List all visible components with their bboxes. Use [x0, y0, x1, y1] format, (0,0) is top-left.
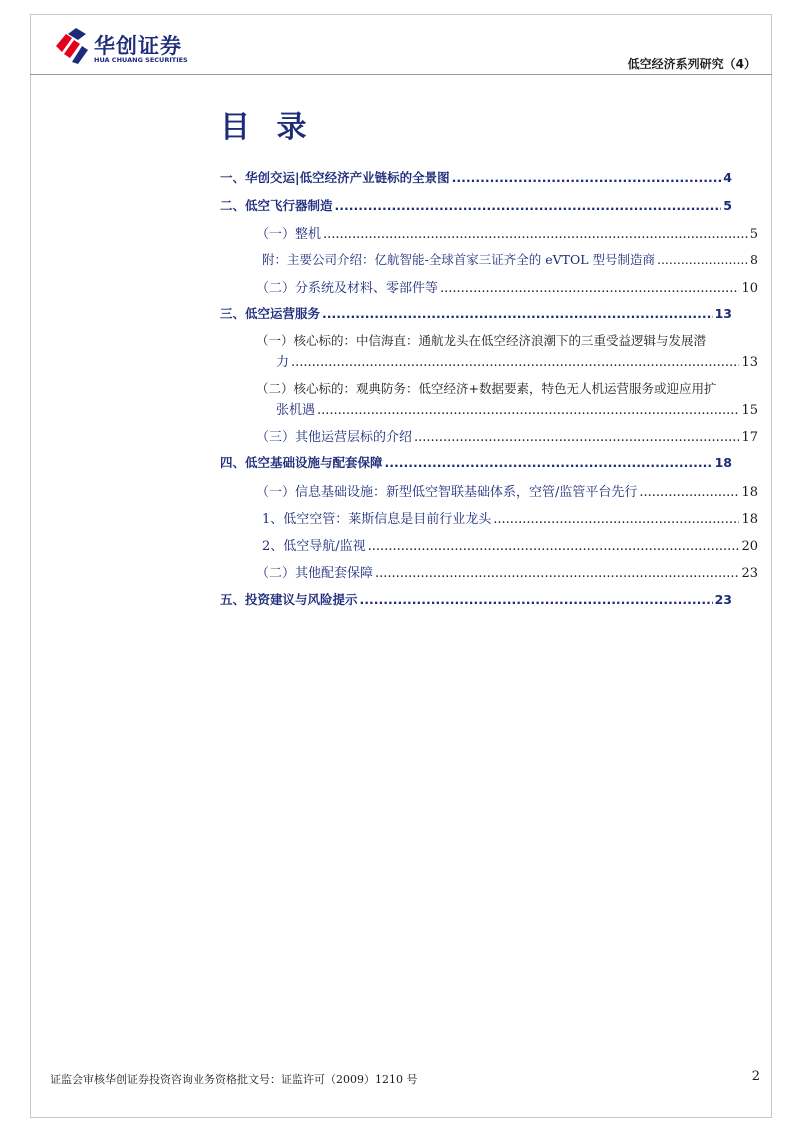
- toc-entry-text: 一、华创交运|低空经济产业链标的全景图: [220, 170, 450, 185]
- toc-leader-dots: [657, 252, 748, 267]
- toc-entry[interactable]: [276, 351, 758, 370]
- logo-mark-icon: [52, 28, 92, 64]
- toc-leader-dots: [493, 512, 739, 527]
- toc-title: 目 录: [220, 110, 315, 145]
- toc-entry[interactable]: [220, 304, 732, 322]
- toc-leader-dots: [414, 430, 739, 445]
- toc-entry-page: 23: [714, 592, 732, 607]
- toc-entry-page: 13: [741, 355, 758, 370]
- toc-entry[interactable]: [256, 426, 758, 445]
- toc-leader-dots: [335, 198, 722, 213]
- toc-leader-dots: [323, 227, 748, 242]
- toc-entry-page: 5: [723, 198, 732, 213]
- toc-entry[interactable]: [256, 481, 758, 500]
- toc-entry-page: 17: [741, 430, 758, 445]
- toc-entry-text: 2、低空导航/监视: [262, 539, 366, 554]
- toc-entry-text[interactable]: （一）核心标的：中信海直：通航龙头在低空经济浪潮下的三重受益逻辑与发展潜: [256, 333, 707, 348]
- toc-leader-dots: [368, 539, 740, 554]
- toc-entry-text[interactable]: （二）核心标的：观典防务：低空经济+数据要素，特色无人机运营服务或迎应用扩: [256, 381, 717, 396]
- toc-entry-text: 二、低空飞行器制造: [220, 198, 333, 213]
- toc-leader-dots: [322, 306, 713, 321]
- toc-entry-text: （一）整机: [256, 227, 322, 242]
- toc-entry-text-continued: 张机遇: [276, 403, 316, 418]
- toc-entry-text: 1、低空空管：莱斯信息是目前行业龙头: [262, 512, 492, 527]
- toc-entry-page: 18: [741, 485, 758, 500]
- toc-entry[interactable]: [220, 196, 732, 214]
- toc-entry[interactable]: [220, 590, 732, 608]
- toc-leader-dots: [291, 355, 739, 370]
- toc-entry-text: 四、低空基础设施与配套保障: [220, 455, 383, 470]
- toc-entry[interactable]: [256, 562, 758, 581]
- toc-leader-dots: [452, 170, 722, 185]
- toc-entry-page: 5: [749, 227, 758, 242]
- toc-entry-text: （二）分系统及材料、零部件等: [256, 281, 439, 296]
- toc-entry-text: 五、投资建议与风险提示: [220, 592, 358, 607]
- toc-leader-dots: [317, 403, 739, 418]
- toc-entry[interactable]: [256, 277, 758, 296]
- toc-entry-page: 20: [741, 539, 758, 554]
- toc-entry-text: （一）信息基础设施：新型低空智联基础体系，空管/监管平台先行: [256, 485, 638, 500]
- toc-leader-dots: [360, 592, 713, 607]
- toc-entry-text: （二）其他配套保障: [256, 566, 374, 581]
- toc-leader-dots: [639, 485, 739, 500]
- toc-leader-dots: [375, 566, 739, 581]
- header-divider: [30, 74, 772, 75]
- company-logo: [52, 28, 212, 68]
- logo-english-name: HUA CHUANG SECURITIES: [94, 56, 188, 64]
- toc-entry-page: 23: [741, 566, 758, 581]
- toc-entry-page: 15: [741, 403, 758, 418]
- toc-entry[interactable]: [220, 168, 732, 186]
- toc-entry-text: 附：主要公司介绍：亿航智能-全球首家三证齐全的 eVTOL 型号制造商: [262, 252, 655, 267]
- toc-leader-dots: [385, 455, 713, 470]
- toc-entry[interactable]: [276, 399, 758, 418]
- toc-entry-text-continued: 力: [276, 355, 290, 370]
- toc-entry[interactable]: [262, 250, 758, 268]
- series-title: 低空经济系列研究（4）: [627, 57, 756, 71]
- toc-entry[interactable]: [262, 535, 758, 554]
- toc-entry-page: 18: [741, 512, 758, 527]
- page-number: 2: [751, 1069, 760, 1084]
- toc-entry-page: 10: [741, 281, 758, 296]
- toc-entry-page: 18: [714, 455, 732, 470]
- toc-entry[interactable]: [262, 508, 758, 527]
- toc-entry-page: 4: [723, 170, 732, 185]
- logo-chinese-name: 华创证券: [94, 34, 182, 58]
- toc-entry-page: 8: [750, 252, 758, 267]
- toc-entry-text: （三）其他运营层标的介绍: [256, 430, 413, 445]
- toc-entry[interactable]: [220, 453, 732, 471]
- toc-entry[interactable]: [256, 223, 758, 242]
- footer-license-text: 证监会审核华创证券投资咨询业务资格批文号：证监许可（2009）1210 号: [50, 1073, 418, 1086]
- toc-leader-dots: [440, 281, 739, 296]
- toc-entry-page: 13: [714, 306, 732, 321]
- toc-entry-text: 三、低空运营服务: [220, 306, 321, 321]
